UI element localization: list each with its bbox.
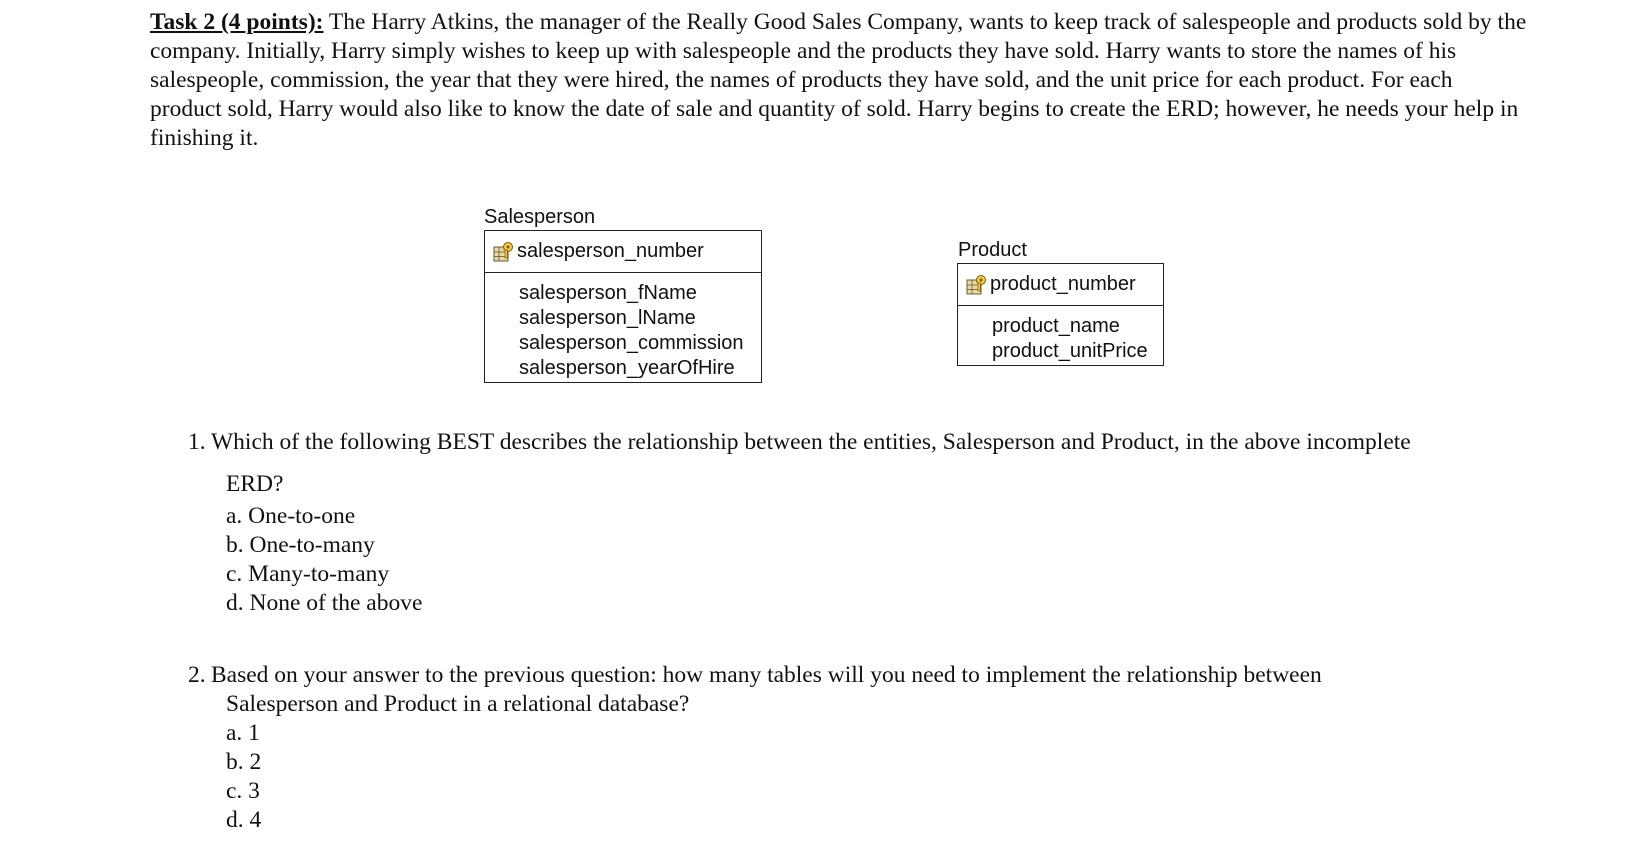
question-text-cont: ERD?: [226, 471, 284, 497]
answer-option[interactable]: d. None of the above: [226, 590, 423, 616]
attr-list-product: [958, 306, 1163, 364]
entity-title-product: Product: [958, 239, 1027, 261]
attr-list-salesperson: [485, 273, 761, 381]
answer-option[interactable]: b. One-to-many: [226, 532, 375, 558]
question-number: 1.: [188, 429, 206, 455]
answer-option[interactable]: a. 1: [226, 720, 260, 746]
pk-product-number: product_number: [990, 273, 1136, 295]
answer-option[interactable]: c. Many-to-many: [226, 561, 390, 587]
primary-key-icon: [493, 241, 515, 263]
task-body: The Harry Atkins, the manager of the Really Good Sales Company, wants to keep track of salespeople and products sold by the company. Initially, Harry simply wishes to keep up with salespeople and the products they have sold. Harry wants to store the names of his salespeople, commission, the year that they were hired, the names of products they have sold, and the unit price for each product. For each product sold, Harry would also like to know the date of sale and quantity of sold. Harry begins to create the ERD; however, he needs your help in finishing it.: [150, 9, 1527, 151]
answer-option[interactable]: a. One-to-one: [226, 503, 356, 529]
answer-option[interactable]: c. 3: [226, 778, 260, 804]
entity-product: [957, 263, 1164, 366]
question-text: Which of the following BEST describes the relationship between the entities, Salesperson and Product, in the above incomplete: [211, 429, 1411, 455]
question-number: 2.: [188, 662, 206, 688]
pk-salesperson-number: salesperson_number: [517, 240, 704, 262]
answer-option[interactable]: d. 4: [226, 807, 262, 833]
answer-option[interactable]: b. 2: [226, 749, 262, 775]
entity-salesperson: [484, 230, 762, 383]
pk-row-salesperson: [485, 231, 761, 273]
attribute: salesperson_lName: [519, 307, 696, 329]
entity-title-salesperson: Salesperson: [484, 206, 596, 228]
question-text-cont: Salesperson and Product in a relational database?: [226, 691, 690, 717]
question-text: Based on your answer to the previous question: how many tables will you need to implement the relationship between: [211, 662, 1322, 688]
pk-row-product: [958, 264, 1163, 306]
attribute: salesperson_commission: [519, 332, 744, 354]
attribute: product_name: [992, 315, 1120, 337]
primary-key-icon: [966, 274, 988, 296]
attribute: product_unitPrice: [992, 340, 1148, 362]
task-heading: Task 2 (4 points):: [150, 9, 324, 35]
attribute: salesperson_fName: [519, 282, 697, 304]
task-description: [150, 8, 1530, 153]
attribute: salesperson_yearOfHire: [519, 357, 735, 379]
